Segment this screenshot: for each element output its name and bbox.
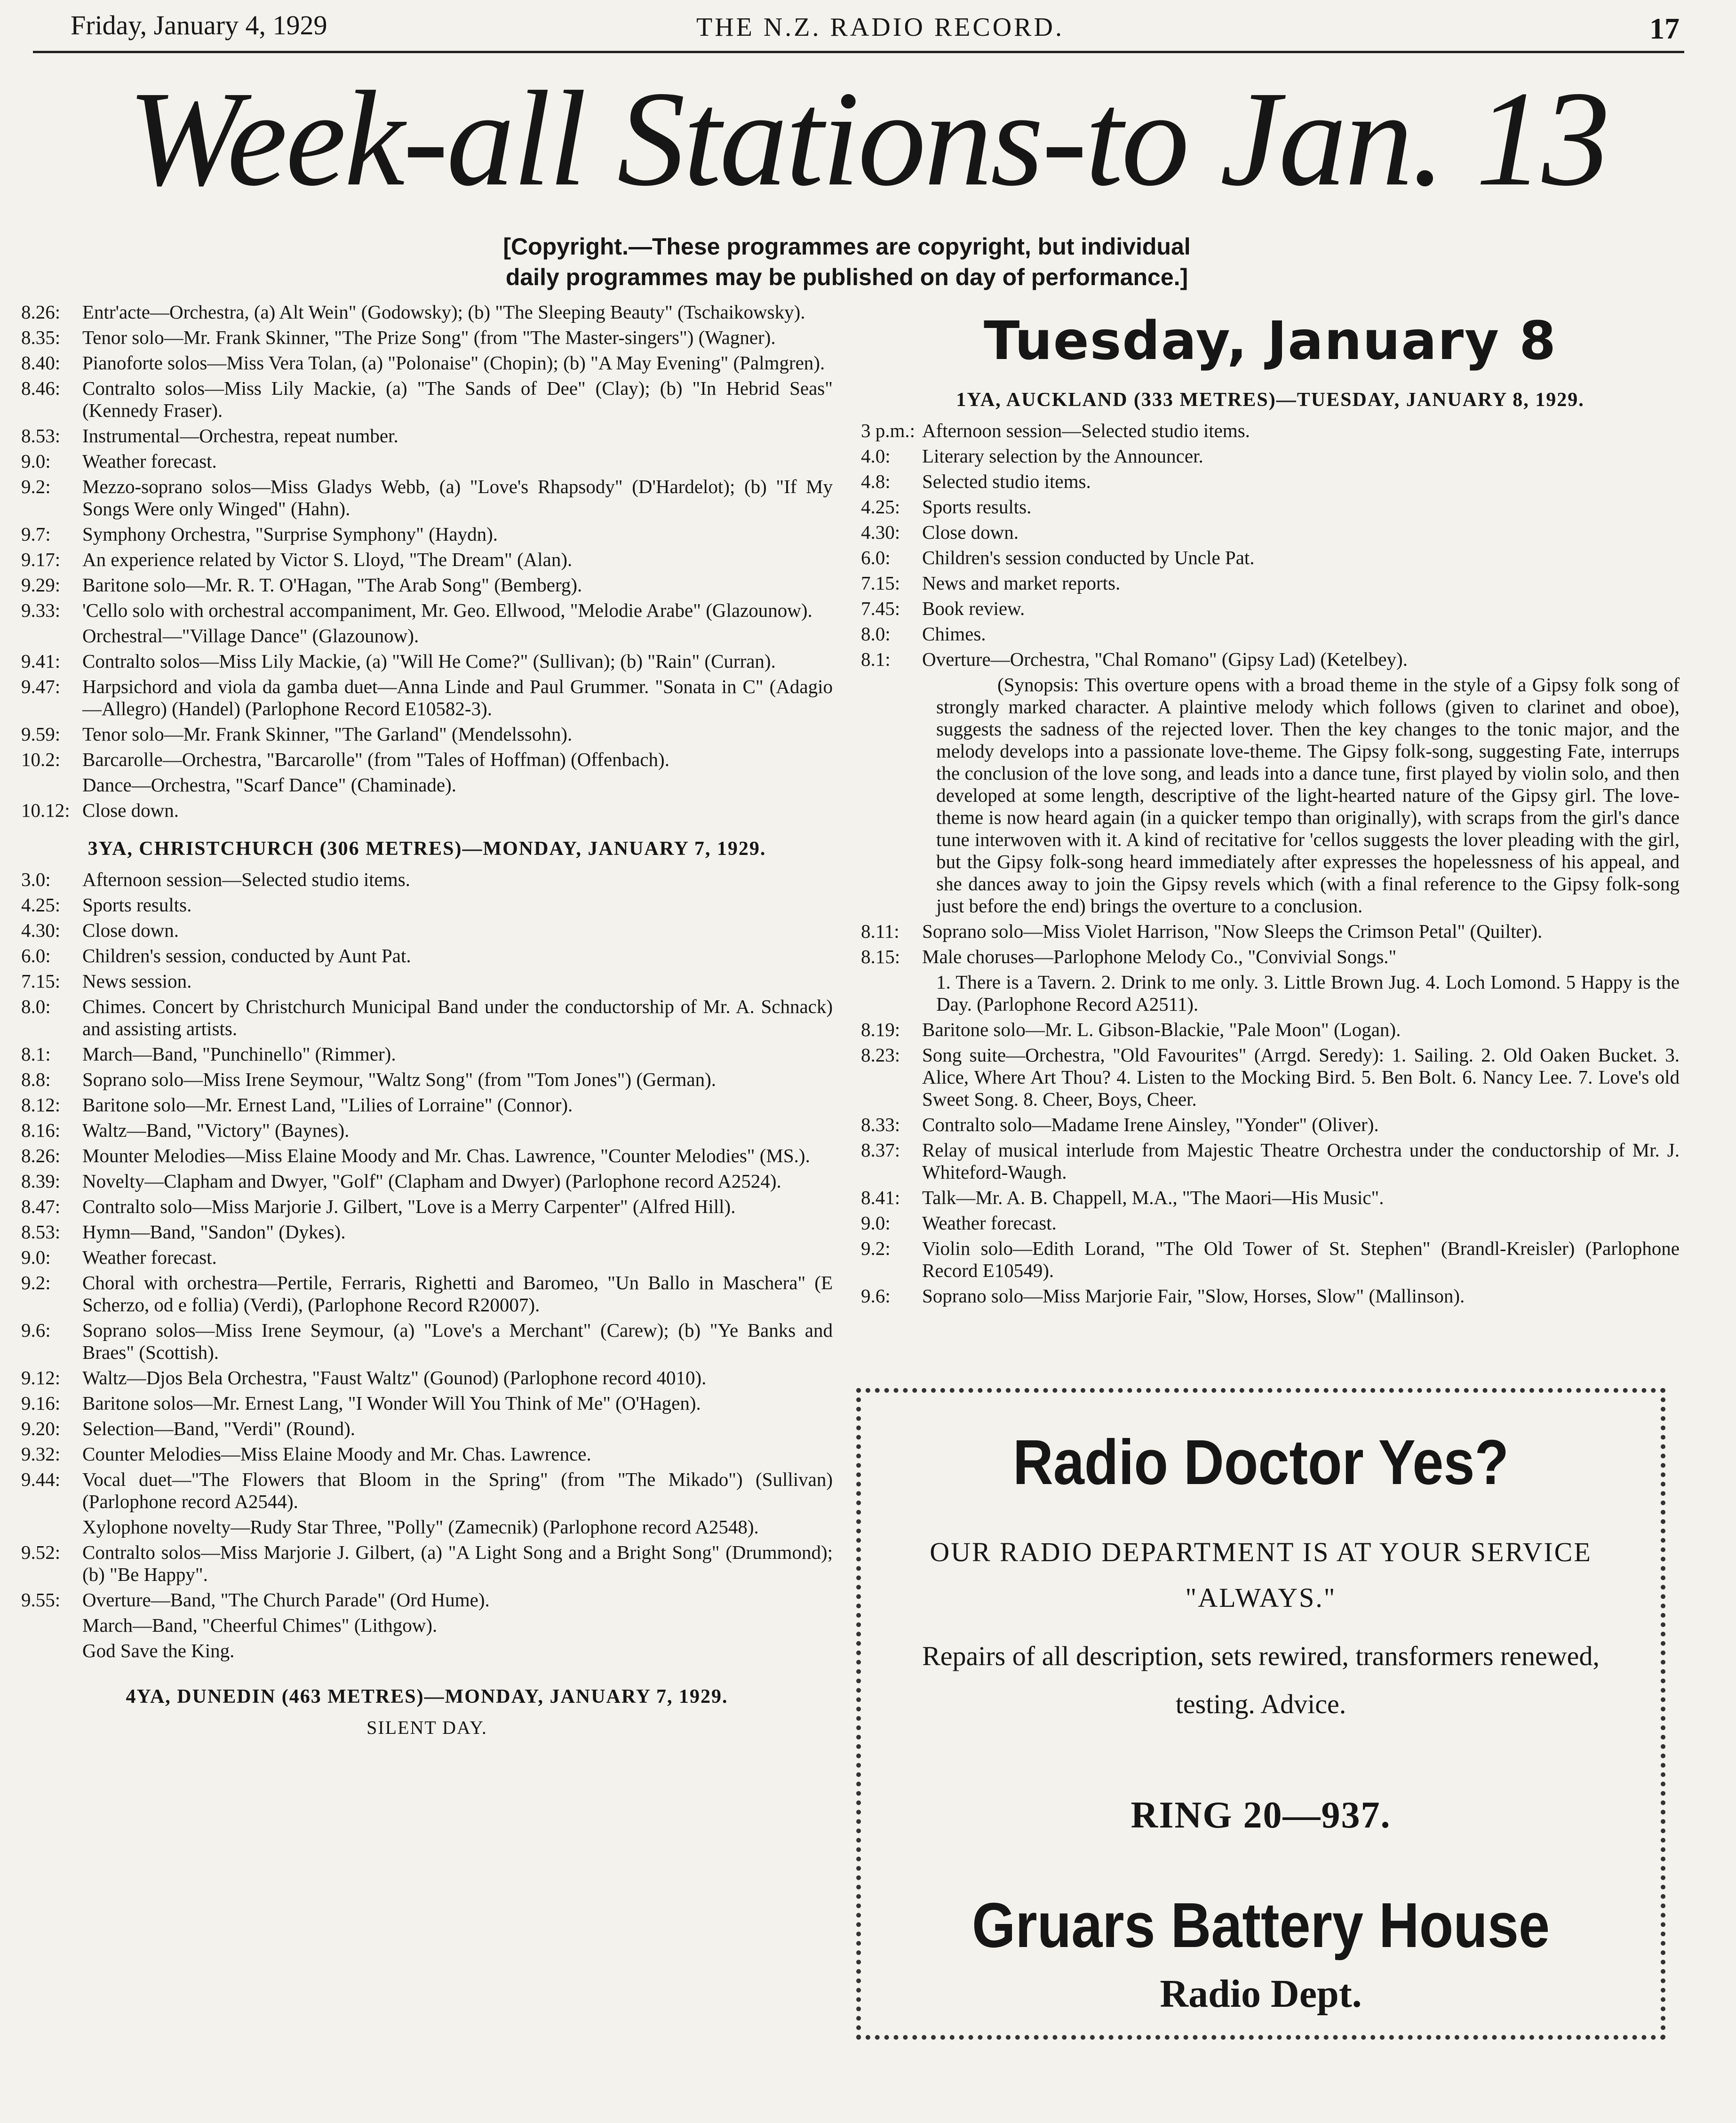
programme-entry — [861, 572, 1680, 594]
programme-text: Waltz—Djos Bela Orchestra, "Faust Waltz" (Gounod) (Parlophone record 4010). — [82, 1367, 707, 1389]
programme-time — [21, 1516, 82, 1538]
programme-entry — [21, 1069, 833, 1091]
programme-text: Xylophone novelty—Rudy Star Three, "Polly" (Zamecnik) (Parlophone record A2548). — [82, 1516, 759, 1538]
ad-service-line: OUR RADIO DEPARTMENT IS AT YOUR SERVICE — [930, 1537, 1592, 1567]
programme-time: 9.32: — [21, 1443, 61, 1465]
programme-time: 9.33: — [21, 599, 61, 621]
programme-text: Contralto solo—Miss Marjorie J. Gilbert, "Love is a Merry Carpenter" (Alfred Hill). — [82, 1196, 736, 1217]
programme-entry — [21, 1640, 833, 1662]
programme-text: Weather forecast. — [922, 1212, 1057, 1234]
issue-date: Friday, January 4, 1929 — [71, 10, 327, 40]
programme-entry — [21, 625, 833, 647]
programme-entry — [21, 970, 833, 992]
programme-time: 9.2: — [861, 1237, 891, 1259]
programme-entry — [21, 945, 833, 967]
programme-text: Soprano solo—Miss Violet Harrison, "Now Sleeps the Crimson Petal" (Quilter). — [922, 920, 1543, 942]
programme-entry — [861, 1019, 1680, 1041]
programme-text: Sports results. — [922, 496, 1032, 518]
programme-entry — [21, 425, 833, 447]
programme-time: 4.25: — [21, 894, 61, 916]
programme-text: Contralto solos—Miss Marjorie J. Gilbert, (a) "A Light Song and a Bright Song" (Drummond); (b) "Be Happy". — [82, 1541, 833, 1585]
programme-entry — [21, 919, 833, 942]
programme-time: 8.1: — [21, 1043, 51, 1065]
christchurch-heading: 3YA, CHRISTCHURCH (306 METRES)—MONDAY, JANUARY 7, 1929. — [88, 838, 766, 860]
programme-entry — [21, 574, 833, 596]
programme-text: Overture—Orchestra, "Chal Romano" (Gipsy Lad) (Ketelbey). — [922, 648, 1408, 670]
programme-entry — [21, 1418, 833, 1440]
programme-entry — [21, 1246, 833, 1269]
programme-text: Orchestral—"Village Dance" (Glazounow). — [82, 625, 419, 646]
programme-time: 8.12: — [21, 1094, 61, 1116]
programme-text: Weather forecast. — [82, 1246, 217, 1268]
programme-time: 7.15: — [21, 970, 61, 992]
programme-time — [21, 1640, 82, 1662]
programme-entry — [21, 1443, 833, 1465]
programme-entry — [21, 476, 833, 520]
programme-entry — [861, 1139, 1680, 1183]
programme-entry — [861, 946, 1680, 968]
programme-text: Soprano solos—Miss Irene Seymour, (a) "Love's a Merchant" (Carew); (b) "Ye Banks and Braes" (Scottish). — [82, 1319, 833, 1363]
programme-text: 'Cello solo with orchestral accompaniment, Mr. Geo. Ellwood, "Melodie Arabe" (Glazounow). — [82, 599, 812, 621]
programme-time — [21, 1614, 82, 1636]
programme-time: 9.16: — [21, 1392, 61, 1414]
programme-entry — [21, 301, 833, 323]
programme-time: 8.37: — [861, 1139, 900, 1161]
programme-text: Selection—Band, "Verdi" (Round). — [82, 1418, 356, 1439]
programme-text: News and market reports. — [922, 572, 1121, 594]
ad-repairs-text: Repairs of all description, sets rewired, transformers renewed, testing. Advice. — [922, 1641, 1600, 1719]
copyright-notice — [423, 231, 1270, 293]
programme-time: 9.0: — [21, 450, 51, 472]
masthead-rule — [33, 51, 1684, 53]
programme-entry — [21, 723, 833, 745]
programme-time: 8.35: — [21, 327, 61, 348]
programme-entry — [21, 869, 833, 891]
programme-text: Talk—Mr. A. B. Chappell, M.A., "The Maori—His Music". — [922, 1187, 1384, 1208]
programme-entry — [861, 547, 1680, 569]
programme-time: 9.55: — [21, 1589, 61, 1611]
programme-text: Soprano solo—Miss Irene Seymour, "Waltz Song" (from "Tom Jones") (German). — [82, 1069, 716, 1090]
programme-entry — [21, 523, 833, 545]
programme-time: 4.25: — [861, 496, 900, 518]
programme-text: Harpsichord and viola da gamba duet—Anna Linde and Paul Grummer. "Sonata in C" (Adagio—Allegro) (Handel) (Parlophone Record E10582-3). — [82, 676, 833, 719]
programme-entry — [21, 1221, 833, 1243]
programme-entry — [861, 598, 1680, 620]
programme-entry — [861, 471, 1680, 493]
programme-entry — [861, 1187, 1680, 1209]
programme-entry — [21, 1196, 833, 1218]
copyright-line-2: daily programmes may be published on day of performance.] — [505, 264, 1188, 290]
ad-always-line: "ALWAYS." — [1185, 1582, 1337, 1613]
programme-entry — [21, 327, 833, 349]
dunedin-silent-note: SILENT DAY. — [366, 1717, 487, 1738]
programme-time: 8.0: — [21, 996, 51, 1017]
programme-entry — [861, 1237, 1680, 1282]
programme-text: Hymn—Band, "Sandon" (Dykes). — [82, 1221, 346, 1243]
programme-text: Book review. — [922, 598, 1025, 619]
programme-time — [21, 774, 82, 796]
programme-text: Close down. — [82, 799, 179, 821]
ad-shop-name: Gruars Battery House — [972, 1890, 1550, 1961]
programme-text: News session. — [82, 970, 192, 992]
programme-time: 8.0: — [861, 623, 891, 645]
programme-time: 9.59: — [21, 723, 61, 745]
programme-text: Waltz—Band, "Victory" (Baynes). — [82, 1119, 350, 1141]
programme-entry — [21, 1469, 833, 1513]
programme-text: Entr'acte—Orchestra, (a) Alt Wein" (Godowsky); (b) "The Sleeping Beauty" (Tschaikowsky). — [82, 301, 805, 323]
programme-entry — [861, 1285, 1680, 1307]
programme-entry — [21, 1272, 833, 1316]
programme-time: 9.44: — [21, 1469, 61, 1490]
chorus-list: 1. There is a Tavern. 2. Drink to me only. 3. Little Brown Jug. 4. Loch Lomond. 5 Happy is the Day. (Parlophone Record A2511). — [936, 971, 1680, 1015]
programme-text: Overture—Band, "The Church Parade" (Ord Hume). — [82, 1589, 490, 1611]
programme-time: 9.2: — [21, 1272, 51, 1293]
programme-entry — [861, 445, 1680, 467]
programme-time: 7.15: — [861, 572, 900, 594]
programme-time: 9.7: — [21, 523, 51, 545]
programme-time: 7.45: — [861, 598, 900, 619]
left-programme-list — [21, 301, 833, 822]
programme-time: 4.30: — [21, 919, 61, 941]
page-banner: Week-all Stations-to Jan. 13 — [127, 63, 1609, 214]
programme-entry — [21, 1119, 833, 1141]
programme-time: 9.29: — [21, 574, 61, 596]
programme-text: Choral with orchestra—Pertile, Ferraris, Righetti and Baromeo, "Un Ballo in Maschera" (E Scherzo, od e follia) (Verdi), (Parlophone Record R20007). — [82, 1272, 833, 1316]
programme-entry — [861, 1044, 1680, 1110]
programme-text: Chimes. Concert by Christchurch Municipal Band under the conductorship of Mr. A. Schnack) and assisting artists. — [82, 996, 833, 1039]
programme-time: 8.39: — [21, 1170, 61, 1192]
overture-synopsis: (Synopsis: This overture opens with a broad theme in the style of a Gipsy folk song of strongly marked character. A plaintive melody which follows (given to clarinet and oboe), suggests the sadness of the rejected lover. Then the key changes to the tonic major, and the melody develops into a passionate love-theme. The Gipsy folk-song, suggesting Fate, interrups the conclusion of the love song, and leads into a dance tune, first played by violin solo, and then developed at some length, descriptive of the light-hearted nature of the Gipsy girl. The love-theme is now heard again (in a quicker tempo than originally), with scraps from the girl's dance tune interwoven with it. A kind of recitative for 'cellos suggests the lover pleading with the girl, but the Gipsy folk-song heard immediately after expresses the hopelessness of his appeal, and she dances away to join the Gipsy revels which (with a final reference to the Gipsy folk-song just before the end) brings the overture to a conclusion. — [936, 674, 1680, 917]
programme-time: 8.16: — [21, 1119, 61, 1141]
programme-entry — [861, 420, 1680, 442]
ad-phone-number: RING 20—937. — [1131, 1795, 1391, 1836]
programme-entry — [21, 352, 833, 374]
programme-time: 3.0: — [21, 869, 51, 890]
programme-text: An experience related by Victor S. Lloyd, "The Dream" (Alan). — [82, 549, 573, 570]
programme-text: Mounter Melodies—Miss Elaine Moody and Mr. Chas. Lawrence, "Counter Melodies" (MS.). — [82, 1145, 810, 1166]
programme-entry — [21, 749, 833, 771]
dunedin-heading: 4YA, DUNEDIN (463 METRES)—MONDAY, JANUARY 7, 1929. — [126, 1686, 728, 1708]
day-title: Tuesday, January 8 — [983, 311, 1557, 372]
programme-time: 8.53: — [21, 1221, 61, 1243]
programme-text: Weather forecast. — [82, 450, 217, 472]
programme-text: Instrumental—Orchestra, repeat number. — [82, 425, 398, 447]
programme-entry — [21, 549, 833, 571]
programme-entry — [21, 377, 833, 422]
programme-time: 8.15: — [861, 946, 900, 967]
programme-text: Sports results. — [82, 894, 192, 916]
programme-entry — [21, 894, 833, 916]
programme-entry — [861, 623, 1680, 645]
programme-time: 4.8: — [861, 471, 891, 492]
programme-text: Selected studio items. — [922, 471, 1091, 492]
programme-text: Contralto solos—Miss Lily Mackie, (a) "Will He Come?" (Sullivan); (b) "Rain" (Curran). — [82, 650, 776, 672]
programme-text: Mezzo-soprano solos—Miss Gladys Webb, (a) "Love's Rhapsody" (D'Hardelot); (b) "If My Songs Were only Winged" (Hahn). — [82, 476, 833, 519]
paper-name: THE N.Z. RADIO RECORD. — [696, 13, 1064, 42]
programme-entry — [21, 1319, 833, 1364]
programme-time: 9.6: — [21, 1319, 51, 1341]
auckland-programme-list-a — [861, 420, 1680, 670]
programme-time: 9.0: — [861, 1212, 891, 1234]
programme-time: 3 p.m.: — [861, 420, 916, 441]
programme-text: Baritone solo—Mr. L. Gibson-Blackie, "Pale Moon" (Logan). — [922, 1019, 1401, 1040]
programme-entry — [861, 496, 1680, 518]
programme-text: Relay of musical interlude from Majestic Theatre Orchestra under the conductorship of Mr. J. Whiteford-Waugh. — [922, 1139, 1680, 1183]
programme-time: 9.47: — [21, 676, 61, 697]
programme-text: Violin solo—Edith Lorand, "The Old Tower of St. Stephen" (Brandl-Kreisler) (Parlophone Record E10549). — [922, 1237, 1680, 1281]
auckland-heading: 1YA, AUCKLAND (333 METRES)—TUESDAY, JANUARY 8, 1929. — [956, 389, 1585, 411]
programme-entry — [21, 1614, 833, 1636]
programme-time: 9.0: — [21, 1246, 51, 1268]
page-number: 17 — [1649, 12, 1680, 45]
right-column — [861, 306, 1680, 1310]
programme-time: 8.11: — [861, 920, 900, 942]
programme-time: 4.30: — [861, 521, 900, 543]
programme-entry — [21, 1043, 833, 1065]
programme-time: 8.26: — [21, 301, 61, 323]
programme-time: 9.2: — [21, 476, 51, 497]
programme-entry — [21, 650, 833, 672]
programme-entry — [21, 1367, 833, 1389]
programme-entry — [861, 521, 1680, 543]
programme-time: 6.0: — [21, 945, 51, 966]
programme-entry — [861, 920, 1680, 942]
programme-entry — [21, 1516, 833, 1538]
programme-time: 8.40: — [21, 352, 61, 374]
programme-text: Baritone solo—Mr. Ernest Land, "Lilies of Lorraine" (Connor). — [82, 1094, 573, 1116]
programme-entry — [861, 648, 1680, 670]
programme-entry — [21, 774, 833, 796]
programme-text: Male choruses—Parlophone Melody Co., "Convivial Songs." — [922, 946, 1397, 967]
programme-time: 8.47: — [21, 1196, 61, 1217]
programme-text: Counter Melodies—Miss Elaine Moody and Mr. Chas. Lawrence. — [82, 1443, 591, 1465]
programme-entry — [21, 1392, 833, 1414]
programme-text: Song suite—Orchestra, "Old Favourites" (Arrgd. Seredy): 1. Sailing. 2. Old Oaken Bucket. 3. Alice, Where Art Thou? 4. Listen to the Mocking Bird. 5. Ben Bolt. 6. Nancy Lee. 7. Love's old Sweet Song. 8. Cheer, Boys, Cheer. — [922, 1044, 1680, 1110]
programme-time: 8.8: — [21, 1069, 51, 1090]
programme-text: Baritone solo—Mr. R. T. O'Hagan, "The Arab Song" (Bemberg). — [82, 574, 582, 596]
programme-text: Baritone solos—Mr. Ernest Lang, "I Wonder Will You Think of Me" (O'Hagen). — [82, 1392, 701, 1414]
programme-entry — [21, 1094, 833, 1116]
programme-entry — [21, 450, 833, 472]
programme-entry — [21, 1145, 833, 1167]
programme-time: 8.19: — [861, 1019, 900, 1040]
programme-entry — [861, 1212, 1680, 1234]
programme-text: Tenor solo—Mr. Frank Skinner, "The Garland" (Mendelssohn). — [82, 723, 573, 745]
ad-department: Radio Dept. — [1160, 1972, 1362, 2016]
programme-text: Chimes. — [922, 623, 986, 645]
programme-text: March—Band, "Punchinello" (Rimmer). — [82, 1043, 396, 1065]
left-column — [21, 301, 833, 1739]
copyright-line-1: [Copyright.—These programmes are copyright, but individual — [503, 233, 1191, 260]
programme-text: Vocal duet—"The Flowers that Bloom in the Spring" (from "The Mikado") (Sullivan) (Parlophone record A2544). — [82, 1469, 833, 1512]
advertisement — [856, 1388, 1665, 2040]
programme-time: 8.1: — [861, 648, 891, 670]
programme-time: 10.2: — [21, 749, 61, 770]
ad-title: Radio Doctor Yes? — [1012, 1427, 1509, 1498]
programme-time: 8.23: — [861, 1044, 900, 1066]
programme-text: Symphony Orchestra, "Surprise Symphony" (Haydn). — [82, 523, 498, 545]
programme-text: Close down. — [82, 919, 179, 941]
programme-text: God Save the King. — [82, 1640, 235, 1661]
programme-time: 9.41: — [21, 650, 61, 672]
programme-time: 10.12: — [21, 799, 70, 821]
programme-text: March—Band, "Cheerful Chimes" (Lithgow). — [82, 1614, 438, 1636]
programme-time: 8.33: — [861, 1114, 900, 1135]
programme-text: Children's session, conducted by Aunt Pat. — [82, 945, 411, 966]
programme-text: Barcarolle—Orchestra, "Barcarolle" (from "Tales of Hoffman) (Offenbach). — [82, 749, 669, 770]
programme-text: Afternoon session—Selected studio items. — [82, 869, 410, 890]
programme-text: Afternoon session—Selected studio items. — [922, 420, 1250, 441]
auckland-programme-list-b — [861, 920, 1680, 968]
programme-time: 9.6: — [861, 1285, 891, 1307]
programme-time: 8.26: — [21, 1145, 61, 1166]
christchurch-programme-list — [21, 869, 833, 1662]
programme-text: Novelty—Clapham and Dwyer, "Golf" (Clapham and Dwyer) (Parlophone record A2524). — [82, 1170, 781, 1192]
programme-text: Literary selection by the Announcer. — [922, 445, 1203, 467]
programme-entry — [21, 1589, 833, 1611]
programme-entry — [21, 1541, 833, 1586]
programme-time — [21, 625, 82, 647]
programme-text: Contralto solo—Madame Irene Ainsley, "Yonder" (Oliver). — [922, 1114, 1379, 1135]
programme-text: Soprano solo—Miss Marjorie Fair, "Slow, Horses, Slow" (Mallinson). — [922, 1285, 1465, 1307]
programme-entry — [21, 599, 833, 622]
programme-time: 8.41: — [861, 1187, 900, 1208]
programme-time: 8.46: — [21, 377, 61, 399]
programme-text: Tenor solo—Mr. Frank Skinner, "The Prize Song" (from "The Master-singers") (Wagner). — [82, 327, 776, 348]
programme-entry — [21, 676, 833, 720]
programme-text: Dance—Orchestra, "Scarf Dance" (Chaminade). — [82, 774, 457, 796]
masthead — [33, 9, 1684, 54]
programme-entry — [21, 996, 833, 1040]
programme-entry — [21, 799, 833, 822]
programme-entry — [21, 1170, 833, 1192]
programme-time: 9.17: — [21, 549, 61, 570]
programme-time: 4.0: — [861, 445, 891, 467]
programme-text: Contralto solos—Miss Lily Mackie, (a) "The Sands of Dee" (Clay); (b) "In Hebrid Seas" (Kennedy Fraser). — [82, 377, 833, 421]
programme-time: 8.53: — [21, 425, 61, 447]
programme-time: 6.0: — [861, 547, 891, 568]
programme-time: 9.20: — [21, 1418, 61, 1439]
programme-entry — [861, 1114, 1680, 1136]
programme-time: 9.12: — [21, 1367, 61, 1389]
programme-text: Close down. — [922, 521, 1019, 543]
programme-text: Pianoforte solos—Miss Vera Tolan, (a) "Polonaise" (Chopin); (b) "A May Evening" (Palmgren). — [82, 352, 825, 374]
auckland-programme-list-c — [861, 1019, 1680, 1307]
programme-time: 9.52: — [21, 1541, 61, 1563]
programme-text: Children's session conducted by Uncle Pat. — [922, 547, 1255, 568]
